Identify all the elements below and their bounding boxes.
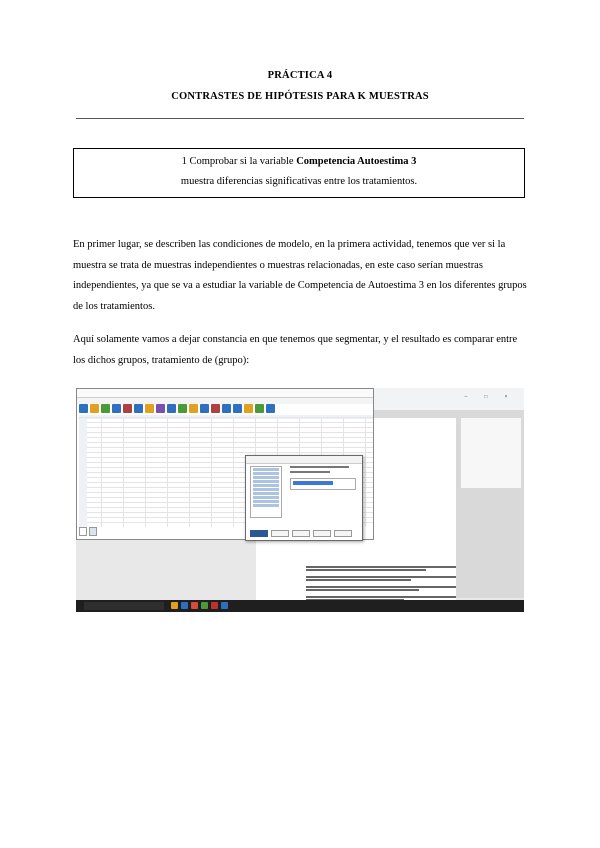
spss-toolbar-icon[interactable] <box>255 404 264 413</box>
tab-data-view[interactable] <box>79 527 87 536</box>
spss-toolbar-icon[interactable] <box>189 404 198 413</box>
taskbar-app-icon[interactable] <box>211 602 218 609</box>
dialog-variable-list[interactable] <box>250 466 282 518</box>
spss-view-tabs <box>79 527 97 535</box>
document-title-line-1: PRÁCTICA 4 <box>267 70 333 81</box>
dialog-title-bar <box>246 456 362 464</box>
spss-toolbar-icon[interactable] <box>167 404 176 413</box>
spss-toolbar-icon[interactable] <box>222 404 231 413</box>
taskbar-app-icon[interactable] <box>201 602 208 609</box>
document-title-line-2: CONTRASTES DE HIPÓTESIS PARA K MUESTRAS <box>171 91 429 102</box>
ok-button[interactable] <box>250 530 268 537</box>
title-divider <box>76 118 524 119</box>
spss-toolbar-icon[interactable] <box>266 404 275 413</box>
spss-toolbar <box>79 404 275 415</box>
document-side-panel <box>461 418 521 488</box>
task-variable: Competencia Autoestima 3 <box>296 156 417 167</box>
minimize-icon: – <box>464 394 468 400</box>
browser-window-controls <box>456 394 516 402</box>
tab-variable-view[interactable] <box>89 527 97 536</box>
spss-toolbar-icon[interactable] <box>178 404 187 413</box>
spss-test-dialog <box>245 455 363 541</box>
spss-row-numbers <box>79 419 87 527</box>
spss-toolbar-icon[interactable] <box>244 404 253 413</box>
dialog-options <box>290 466 356 476</box>
paste-button[interactable] <box>271 530 289 537</box>
spss-title-bar <box>77 389 373 398</box>
spss-toolbar-icon[interactable] <box>79 404 88 413</box>
spss-data-editor-window <box>76 388 374 540</box>
taskbar-app-icon[interactable] <box>191 602 198 609</box>
embedded-screenshot <box>76 388 524 612</box>
taskbar-app-icon[interactable] <box>181 602 188 609</box>
cancel-button[interactable] <box>313 530 331 537</box>
maximize-icon: □ <box>484 394 488 400</box>
spss-toolbar-icon[interactable] <box>200 404 209 413</box>
document-list-item <box>306 576 456 579</box>
spss-toolbar-icon[interactable] <box>90 404 99 413</box>
document-list-item <box>306 566 456 569</box>
dialog-buttons <box>250 530 352 537</box>
paragraph-2: Aquí solamente vamos a dejar constancia en que tenemos que segmentar, y el resultado es comparar entre los dichos grupos, tratamiento de (grupo): <box>73 334 518 366</box>
close-icon: × <box>504 394 508 400</box>
task-line-1 <box>74 156 524 167</box>
reset-button[interactable] <box>292 530 310 537</box>
dialog-target-field[interactable] <box>290 478 356 490</box>
task-statement-box <box>73 148 525 198</box>
taskbar-app-icons <box>171 602 228 609</box>
windows-taskbar <box>76 600 524 612</box>
document-list-item <box>306 596 456 599</box>
taskbar-app-icon[interactable] <box>171 602 178 609</box>
spss-toolbar-icon[interactable] <box>123 404 132 413</box>
spss-toolbar-icon[interactable] <box>134 404 143 413</box>
spss-toolbar-icon[interactable] <box>101 404 110 413</box>
spss-toolbar-icon[interactable] <box>145 404 154 413</box>
paragraph-1: En primer lugar, se describen las condiciones de modelo, en la primera actividad, tenemos que ver si la muestra se trata de muestras independientes o muestras relacionadas, en este caso serían muestras independientes, ya que se va a estudiar la variable de Competencia de Autoestima 3 en los diferentes grupos de los tratamientos. <box>73 239 527 312</box>
document-list-item <box>306 586 456 589</box>
selected-variable <box>293 481 333 485</box>
task-prefix: 1 Comprobar si la variable <box>181 156 297 167</box>
spss-toolbar-icon[interactable] <box>233 404 242 413</box>
help-button[interactable] <box>334 530 352 537</box>
taskbar-search-box[interactable] <box>84 602 164 610</box>
taskbar-app-icon[interactable] <box>221 602 228 609</box>
spss-toolbar-icon[interactable] <box>211 404 220 413</box>
spss-toolbar-icon[interactable] <box>156 404 165 413</box>
spss-toolbar-icon[interactable] <box>112 404 121 413</box>
task-line-2: muestra diferencias significativas entre los tratamientos. <box>180 176 418 187</box>
